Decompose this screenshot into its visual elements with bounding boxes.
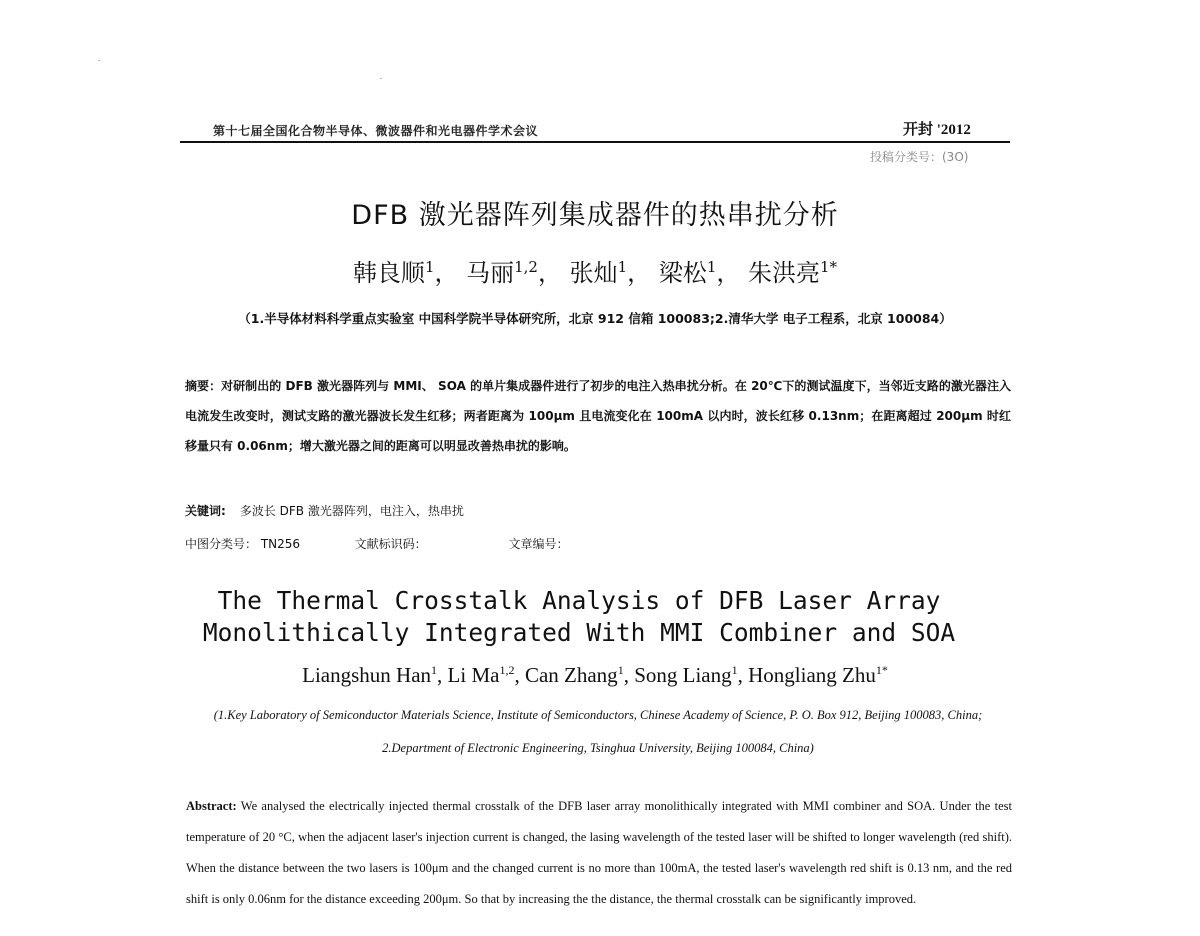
doc-code-label: 文献标识码： <box>354 537 427 551</box>
paper-title-en <box>0 585 1158 649</box>
author-cn: 朱洪亮$^{1*}$ <box>748 258 838 287</box>
scan-speck <box>380 78 382 79</box>
conference-place-year: 开封 '2012 <box>903 122 971 138</box>
classification-cn <box>185 535 569 552</box>
header-rule <box>180 141 1010 143</box>
abstract-en-label: Abstract: <box>186 799 237 813</box>
author-cn: 韩良顺$^1$ <box>352 258 435 287</box>
author-list-cn: 韩良顺$^1$， 马丽$^{1,2}$， 张灿$^1$， 梁松$^1$， 朱洪亮$^{1*}$ <box>352 258 838 287</box>
author-en: Song Liang$^1$ <box>634 663 738 687</box>
author-list-en: Liangshun Han$^1$, Li Ma$^{1,2}$, Can Zhang$^1$, Song Liang$^1$, Hongliang Zhu$^{1*}$ <box>302 663 888 687</box>
paper-title-cn: DFB 激光器阵列集成器件的热串扰分析 <box>351 200 839 231</box>
keywords-cn <box>185 502 464 519</box>
paper-title-en-line1: The Thermal Crosstalk Analysis of DFB Laser Array <box>217 586 941 615</box>
author-cn: 梁松$^1$ <box>658 258 717 287</box>
author-en: Can Zhang$^1$ <box>524 663 624 687</box>
author-en: Li Ma$^{1,2}$ <box>447 663 515 687</box>
scan-speck <box>98 60 100 61</box>
abstract-cn-text: 对研制出的 DFB 激光器阵列与 MMI、 SOA 的单片集成器件进行了初步的电注入热串扰分析。在 20℃下的测试温度下，当邻近支路的激光器注入电流发生改变时，测试支路的激光器波长发生红移；两者距离为 100μm 且电流变化在 100mA 以内时，波长红移 0.13nm；在距离超过 200μm 时红移量只有 0.06nm；增大激光器之间的距离可以明显改善热串扰的影响。 <box>185 379 1011 453</box>
author-en: Liangshun Han$^1$ <box>302 663 438 687</box>
author-en: Hongliang Zhu$^{1*}$ <box>748 663 888 687</box>
author-cn: 张灿$^1$ <box>569 258 628 287</box>
abstract-cn <box>185 371 1011 461</box>
submission-category: 投稿分类号：(3O) <box>870 150 969 164</box>
article-number-label: 文章编号： <box>508 537 569 551</box>
keywords-cn-text: 多波长 DFB 激光器阵列，电注入，热串扰 <box>239 504 464 518</box>
abstract-cn-label: 摘要： <box>185 379 222 393</box>
author-cn: 马丽$^{1,2}$ <box>466 258 538 287</box>
affiliation-cn: （1.半导体材料科学重点实验室 中国科学院半导体研究所，北京 912 信箱 100083;2.清华大学 电子工程系，北京 100084） <box>238 311 952 326</box>
affiliation-en: (1.Key Laboratory of Semiconductor Materials Science, Institute of Semiconductors, Chinese Academy of Science, P. O. Box 912, Beijing 100083, China; 2.Department of Electronic Engineering, Tsinghua University, Beijing 100084, China) <box>213 708 983 755</box>
clc-value: TN256 <box>260 537 301 551</box>
clc-label: 中图分类号： <box>185 537 258 551</box>
paper-title-en-line2: Monolithically Integrated With MMI Combiner and SOA <box>202 618 956 647</box>
abstract-en-text: We analysed the electrically injected thermal crosstalk of the DFB laser array monolithically integrated with MMI combiner and SOA. Under the test temperature of 20 °C, when the adjacent laser's injection current is changed, the lasing wavelength of the tested laser will be shifted to longer wavelength (red shift). When the distance between the two lasers is 100μm and the changed current is no more than 100mA, the tested laser's wavelength red shift is 0.13 nm, and the red shift is only 0.06nm for the distance exceeding 200μm. So that by increasing the the distance, the thermal crosstalk can be significantly improved. <box>186 799 1012 906</box>
abstract-en <box>186 791 1012 915</box>
conference-name: 第十七届全国化合物半导体、微波器件和光电器件学术会议 <box>213 124 539 138</box>
keywords-cn-label: 关键词: <box>185 504 226 518</box>
